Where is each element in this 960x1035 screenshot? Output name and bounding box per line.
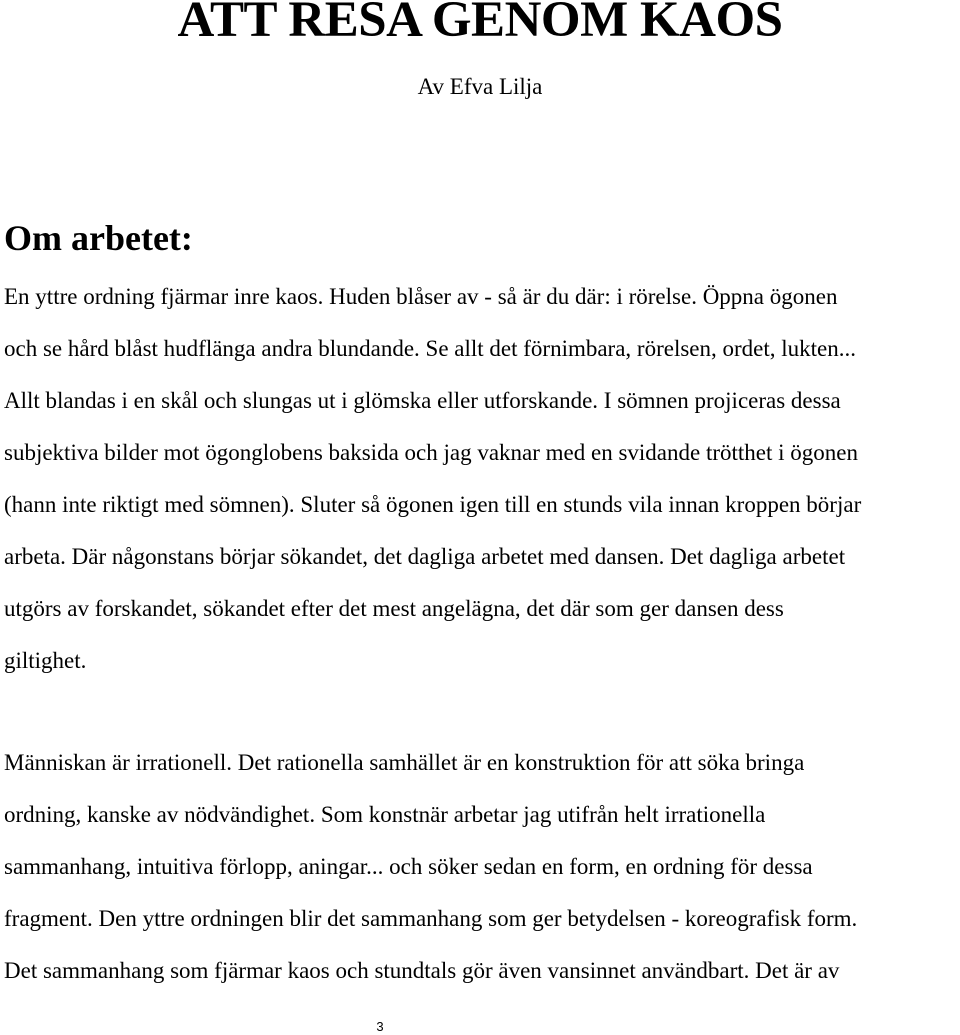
paragraph (4, 737, 956, 997)
text-line: subjektiva bilder mot ögonglobens baksida och jag vaknar med en svidande trötthet i ögonen (4, 440, 858, 465)
text-line: utgörs av forskandet, sökandet efter det mest angelägna, det där som ger dansen dess (4, 596, 784, 621)
text-line: (hann inte riktigt med sömnen). Sluter så ögonen igen till en stunds vila innan kroppen börjar (4, 492, 862, 517)
text-line: Människan är irrationell. Det rationella samhället är en konstruktion för att söka bringa (4, 750, 805, 775)
text-line: fragment. Den yttre ordningen blir det sammanhang som ger betydelsen - koreografisk form. (4, 906, 858, 931)
text-line: En yttre ordning fjärmar inre kaos. Huden blåser av - så är du där: i rörelse. Öppna ögonen (4, 284, 838, 309)
text-line: giltighet. (4, 648, 87, 673)
paragraph (4, 271, 956, 687)
text-line: Det sammanhang som fjärmar kaos och stundtals gör även vansinnet användbart. Det är av (4, 958, 840, 983)
text-line: ordning, kanske av nödvändighet. Som konstnär arbetar jag utifrån helt irrationella (4, 802, 766, 827)
author-line: Av Efva Lilja (417, 74, 543, 99)
text-line: arbeta. Där någonstans börjar sökandet, det dagliga arbetet med dansen. Det dagliga arbetet (4, 544, 846, 569)
text-line: och se hård blåst hudflänga andra blundande. Se allt det förnimbara, rörelsen, ordet, lukten... (4, 336, 856, 361)
section-heading: Om arbetet: (4, 218, 193, 258)
text-line: sammanhang, intuitiva förlopp, aningar... och söker sedan en form, en ordning för dessa (4, 854, 813, 879)
page-number: 3 (376, 1019, 384, 1034)
document-title: ATT RESA GENOM KAOS (177, 0, 783, 48)
text-line: Allt blandas i en skål och slungas ut i glömska eller utforskande. I sömnen projiceras dessa (4, 388, 841, 413)
